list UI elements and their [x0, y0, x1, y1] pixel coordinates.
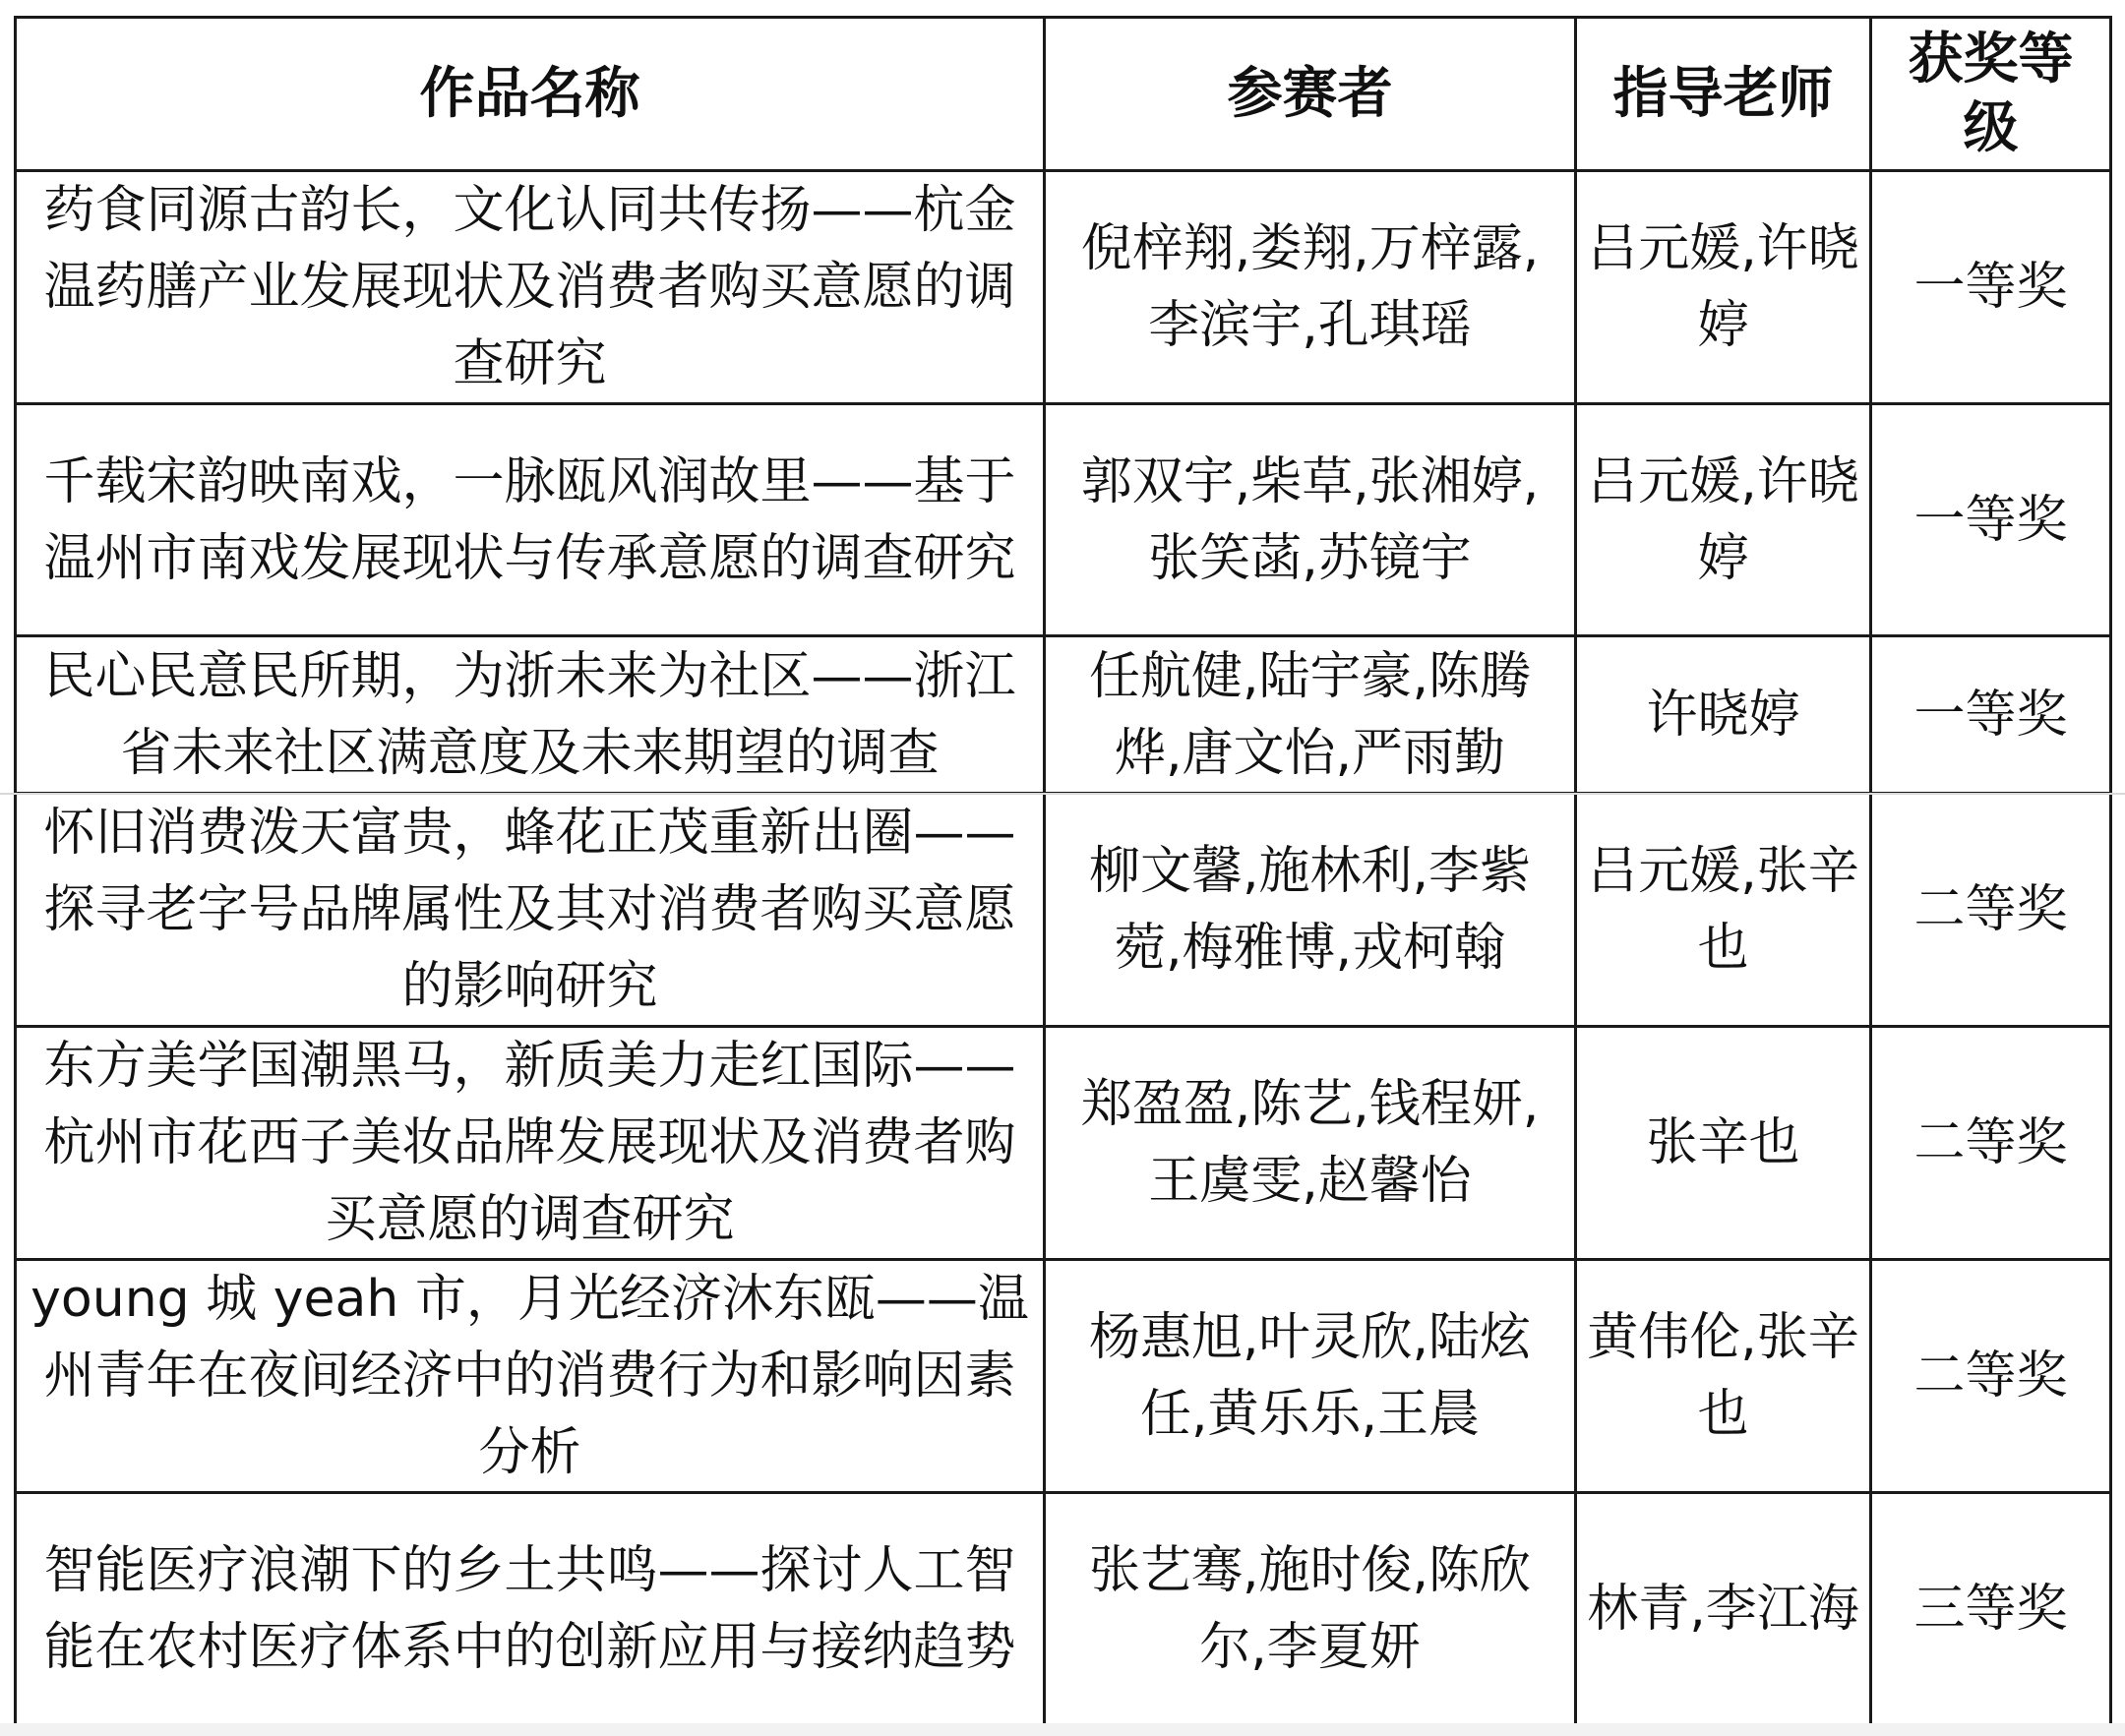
work-title: 药食同源古韵长，文化认同共传扬——杭金温药膳产业发展现状及消费者购买意愿的调查研究	[16, 171, 1045, 404]
table-row	[16, 1260, 2111, 1493]
award-level: 三等奖	[1871, 1493, 2111, 1725]
table-body	[16, 171, 2111, 1725]
table-row	[16, 1027, 2111, 1260]
header-participants: 参赛者	[1045, 18, 1576, 171]
table-header	[16, 18, 2111, 171]
award-level: 一等奖	[1871, 636, 2111, 794]
participants-cell: 郭双宇,柴草,张湘婷,张笑菡,苏镜宇	[1045, 404, 1576, 636]
header-teacher: 指导老师	[1576, 18, 1871, 171]
participants-cell: 杨惠旭,叶灵欣,陆炫任,黄乐乐,王晨	[1045, 1260, 1576, 1493]
teacher-cell: 吕元媛,张辛也	[1576, 794, 1871, 1027]
teacher-cell: 张辛也	[1576, 1027, 1871, 1260]
award-level: 二等奖	[1871, 1260, 2111, 1493]
header-row	[16, 18, 2111, 171]
table-row	[16, 636, 2111, 794]
work-title: 民心民意民所期，为浙未来为社区——浙江省未来社区满意度及未来期望的调查	[16, 636, 1045, 794]
award-level: 一等奖	[1871, 171, 2111, 404]
table-row	[16, 794, 2111, 1027]
teacher-cell: 吕元媛,许晓婷	[1576, 404, 1871, 636]
table-row	[16, 404, 2111, 636]
header-level: 获奖等级	[1871, 18, 2111, 171]
participants-cell: 任航健,陆宇豪,陈腾烨,唐文怡,严雨勤	[1045, 636, 1576, 794]
bottom-edge-band	[0, 1723, 2125, 1736]
awards-table	[14, 16, 2112, 1726]
teacher-cell: 许晓婷	[1576, 636, 1871, 794]
work-title: young 城 yeah 市，月光经济沐东瓯——温州青年在夜间经济中的消费行为和影响因素分析	[16, 1260, 1045, 1493]
participants-cell: 柳文馨,施林利,李紫菀,梅雅博,戎柯翰	[1045, 794, 1576, 1027]
award-level: 二等奖	[1871, 1027, 2111, 1260]
award-level: 二等奖	[1871, 794, 2111, 1027]
award-level: 一等奖	[1871, 404, 2111, 636]
teacher-cell: 黄伟伦,张辛也	[1576, 1260, 1871, 1493]
work-title: 智能医疗浪潮下的乡土共鸣——探讨人工智能在农村医疗体系中的创新应用与接纳趋势	[16, 1493, 1045, 1725]
work-title: 东方美学国潮黑马，新质美力走红国际——杭州市花西子美妆品牌发展现状及消费者购买意愿的调查研究	[16, 1027, 1045, 1260]
participants-cell: 郑盈盈,陈艺,钱程妍,王虞雯,赵馨怡	[1045, 1027, 1576, 1260]
scan-seam-divider	[0, 793, 2125, 795]
participants-cell: 张艺骞,施时俊,陈欣尔,李夏妍	[1045, 1493, 1576, 1725]
work-title: 怀旧消费泼天富贵，蜂花正茂重新出圈——探寻老字号品牌属性及其对消费者购买意愿的影响研究	[16, 794, 1045, 1027]
teacher-cell: 吕元媛,许晓婷	[1576, 171, 1871, 404]
work-title: 千载宋韵映南戏，一脉瓯风润故里——基于温州市南戏发展现状与传承意愿的调查研究	[16, 404, 1045, 636]
header-title: 作品名称	[16, 18, 1045, 171]
teacher-cell: 林青,李江海	[1576, 1493, 1871, 1725]
table-row	[16, 171, 2111, 404]
table-row	[16, 1493, 2111, 1725]
participants-cell: 倪梓翔,娄翔,万梓露,李滨宇,孔琪瑶	[1045, 171, 1576, 404]
